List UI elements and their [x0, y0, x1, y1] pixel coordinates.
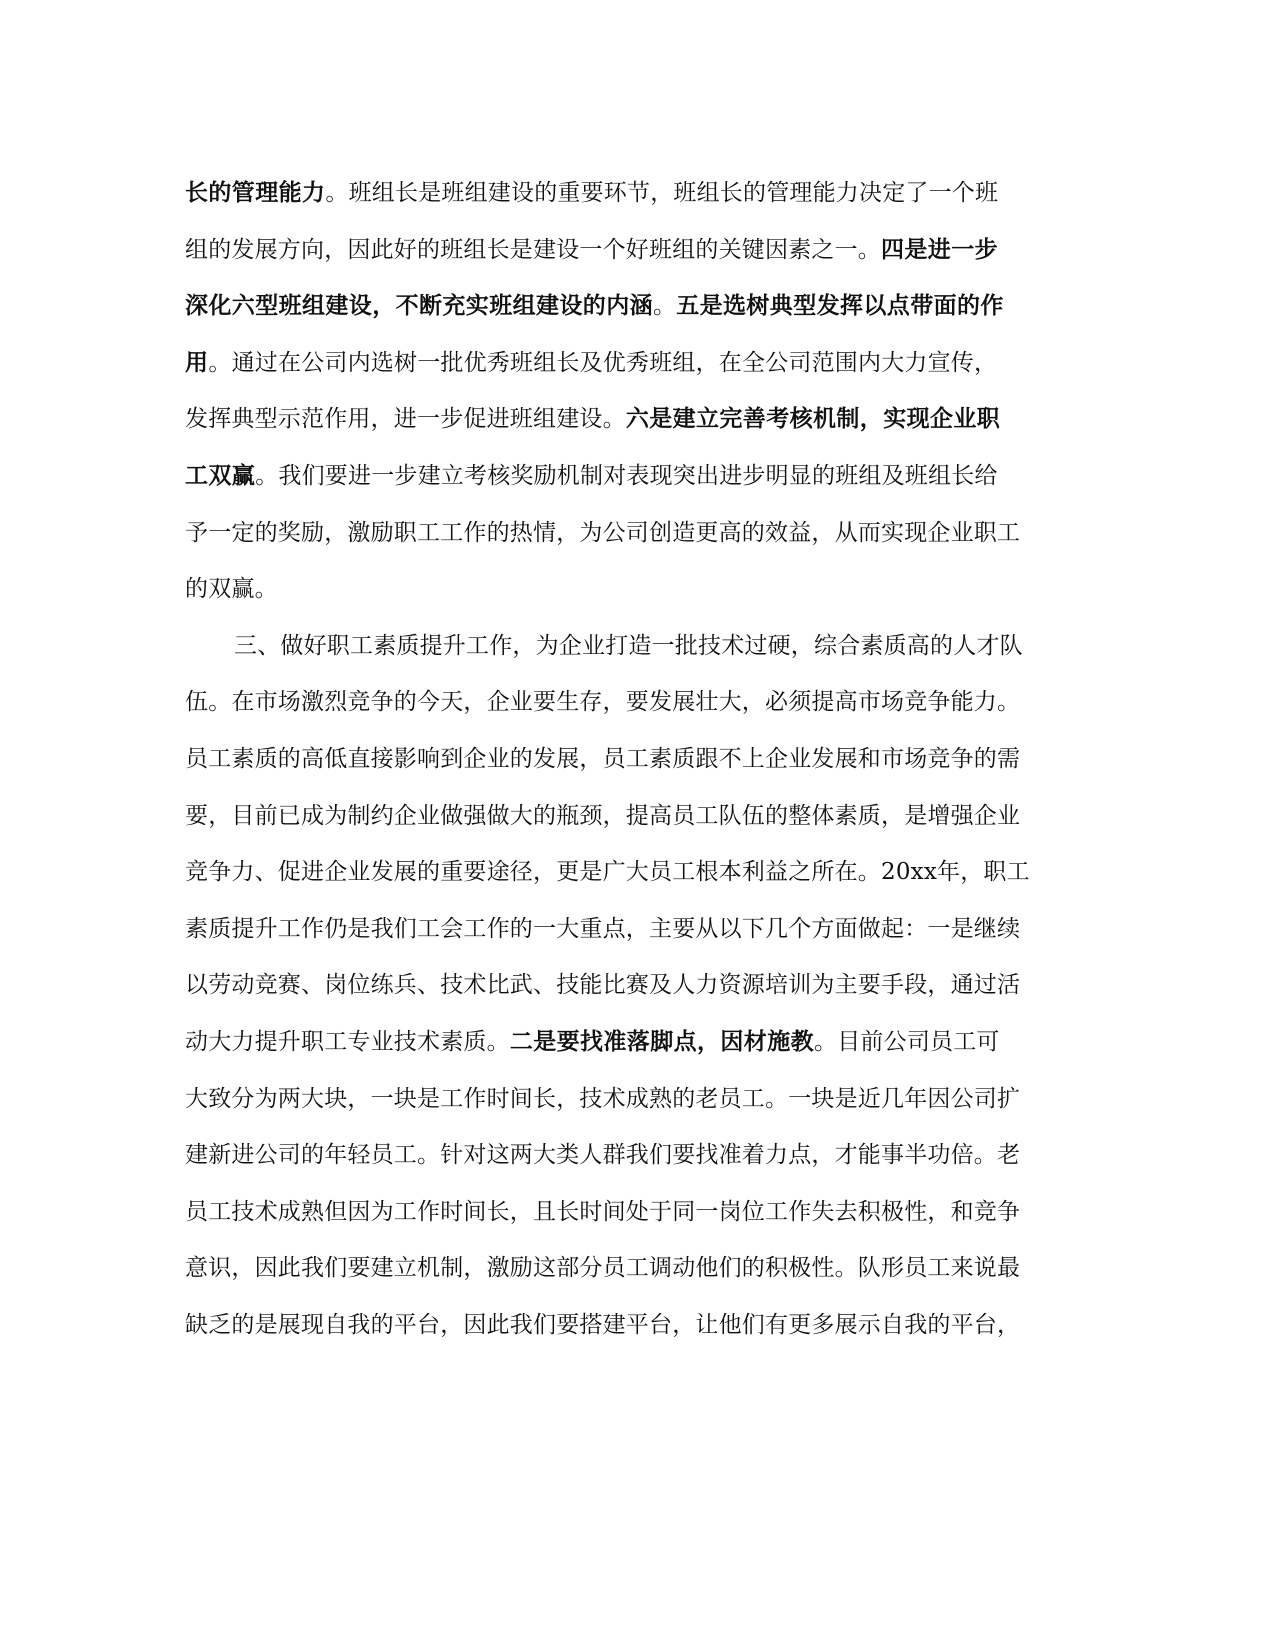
- text-line: [185, 970, 1020, 1000]
- text-run: 动大力提升职工专业技术素质。: [185, 1029, 510, 1055]
- text-run: 。: [653, 293, 677, 319]
- text-line: [185, 291, 1004, 321]
- text-line: [234, 631, 1023, 661]
- text-run: 员工素质的高低直接影响到企业的发展，员工素质跟不上企业发展和市场竞争的需: [185, 746, 1021, 772]
- text-run: 员工技术成熟但因为工作时间长，且长时间处于同一岗位工作失去积极性，和竞争: [185, 1199, 1021, 1225]
- text-line: [185, 857, 1030, 887]
- text-run: 意识，因此我们要建立机制，激励这部分员工调动他们的积极性。队形员工来说最: [185, 1255, 1021, 1281]
- text-run: 。班组长是班组建设的重要环节，班组长的管理能力决定了一个班: [325, 180, 999, 206]
- text-run: 。我们要进一步建立考核奖励机制对表现突出进步明显的班组及班组长给: [255, 463, 998, 489]
- text-line: [185, 178, 998, 208]
- text-run: 三、做好职工素质提升工作，为企业打造一批技术过硬，综合素质高的人才队: [234, 633, 1023, 659]
- text-line: [185, 574, 278, 604]
- bold-text-run: 四是进一步: [881, 237, 998, 263]
- text-run: 的双赢。: [185, 576, 278, 602]
- bold-text-run: 五是选树典型发挥以点带面的作: [676, 293, 1004, 319]
- text-run: 发挥典型示范作用，进一步促进班组建设。: [185, 406, 626, 432]
- text-line: [185, 1027, 1000, 1057]
- bold-text-run: 用: [185, 350, 209, 376]
- text-line: [185, 801, 1020, 831]
- bold-text-run: 深化六型班组建设，不断充实班组建设的内涵: [185, 293, 653, 319]
- text-line: [185, 914, 1020, 944]
- text-run: 缺乏的是展现自我的平台，因此我们要搭建平台，让他们有更多展示自我的平台，: [185, 1312, 1021, 1338]
- bold-text-run: 二是要找准落脚点，因材施教: [509, 1029, 815, 1055]
- bold-text-run: 六是建立完善考核机制，实现企业职: [625, 406, 1001, 432]
- text-run: 。目前公司员工可: [814, 1029, 1000, 1055]
- text-run: 素质提升工作仍是我们工会工作的一大重点，主要从以下几个方面做起：一是继续: [185, 916, 1021, 942]
- text-run: 予一定的奖励，激励职工工作的热情，为公司创造更高的效益，从而实现企业职工: [185, 520, 1021, 546]
- text-line: [185, 461, 998, 491]
- text-run: 要，目前已成为制约企业做强做大的瓶颈，提高员工队伍的整体素质，是增强企业: [185, 803, 1021, 829]
- text-run: 。通过在公司内选树一批优秀班组长及优秀班组，在全公司范围内大力宣传，: [208, 350, 998, 376]
- text-run: 大致分为两大块，一块是工作时间长，技术成熟的老员工。一块是近几年因公司扩: [185, 1086, 1021, 1112]
- text-run: 竞争力、促进企业发展的重要途径，更是广大员工根本利益之所在。20xx年，职工: [185, 859, 1030, 885]
- text-line: [185, 1084, 1020, 1114]
- text-line: [185, 348, 997, 378]
- text-line: [185, 235, 998, 265]
- text-run: 组的发展方向，因此好的班组长是建设一个好班组的关键因素之一。: [185, 237, 881, 263]
- text-run: 伍。在市场激烈竞争的今天，企业要生存，要发展壮大，必须提高市场竞争能力。: [185, 689, 1021, 715]
- text-line: [185, 1197, 1020, 1227]
- text-line: [185, 1253, 1020, 1283]
- text-line: [185, 687, 1020, 717]
- text-run: 以劳动竞赛、岗位练兵、技术比武、技能比赛及人力资源培训为主要手段，通过活: [185, 972, 1021, 998]
- text-line: [185, 518, 1020, 548]
- bold-text-run: 工双赢: [185, 463, 256, 489]
- text-line: [185, 744, 1020, 774]
- text-run: 建新进公司的年轻员工。针对这两大类人群我们要找准着力点，才能事半功倍。老: [185, 1142, 1021, 1168]
- bold-text-run: 长的管理能力: [185, 180, 326, 206]
- text-line: [185, 1140, 1020, 1170]
- text-line: [185, 404, 1000, 434]
- text-line: [185, 1310, 1020, 1340]
